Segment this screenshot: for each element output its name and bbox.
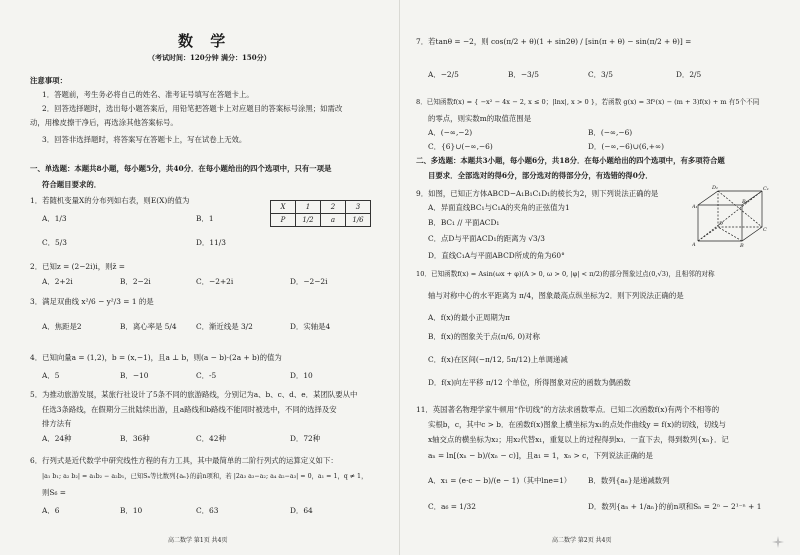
q7-option-b: B．−3/5: [508, 70, 539, 79]
q9-option-b: B．BC₁ // 平面ACD₁: [428, 218, 500, 227]
q10-option-d: D．f(x)向左平移 π/12 个单位，所得图象对应的函数为偶函数: [428, 378, 631, 387]
q8-option-c: C．{6}∪(−∞,−6): [428, 142, 493, 151]
q11-stem: aₙ = ln[(xₙ − b)/(xₙ − c)]，且a₁ = 1，xₙ > c，下列说法正确的是: [428, 451, 653, 460]
notice-line: 动，用橡皮擦干净后，再选涂其他答案标号。: [30, 118, 178, 127]
q7-option-c: C．3/5: [588, 70, 613, 79]
table-cell: 2: [321, 201, 346, 214]
q8-stem: 的零点，则实数m的取值范围是: [428, 114, 532, 123]
exam-title: 数 学: [178, 32, 232, 50]
vertex-label: A₁: [692, 204, 698, 210]
q11-stem: x轴交点的横坐标为x₂；用x₂代替x₁，重复以上的过程得到x₃．一直下去，得到数列{xₙ}．记: [428, 435, 729, 444]
table-row: [271, 214, 371, 227]
q11-stem: 11．英国著名物理学家牛顿用“作切线”的方法求函数零点．已知二次函数f(x)有两个不相等的: [416, 405, 720, 414]
cube-figure: [692, 183, 770, 247]
table-cell: a: [321, 214, 346, 227]
q3-option-d: D．实轴是4: [290, 322, 331, 331]
q11-option-a: A．x₁ = (e·c − b)/(e − 1)（其中lne=1）: [428, 476, 572, 485]
q6-stem: 则S₆ =: [42, 488, 66, 497]
vertex-label: D₁: [712, 185, 719, 191]
exam-subtitle: （考试时间：120分钟 满分：150分）: [148, 53, 271, 62]
notice-line: 3．回答非选择题时，将答案写在答题卡上，写在试卷上无效。: [42, 135, 247, 144]
q9-stem: 9．如图，已知正方体ABCD−A₁B₁C₁D₁的棱长为2，则下列说法正确的是: [416, 189, 659, 198]
vertex-label: B: [740, 243, 744, 247]
q7-stem: 7．若tanθ = −2，则 cos(π/2 + θ)(1 + sin2θ) / [sin(π + θ) − sin(π/2 + θ)] =: [416, 37, 692, 46]
section1-heading: 符合题目要求的．: [42, 180, 102, 189]
page-footer: 高二数学 第2页 共4页: [552, 537, 612, 544]
q4-option-d: D．10: [290, 371, 313, 380]
q7-option-a: A．−2/5: [428, 70, 459, 79]
q8-option-d: D．(−∞,−6)∪(6,+∞): [588, 142, 665, 151]
q9-option-c: C．点D与平面ACD₁的距离为 √3/3: [428, 234, 545, 243]
q7-option-d: D．2/5: [676, 70, 702, 79]
table-cell: 1/6: [346, 214, 371, 227]
q9-option-a: A．异面直线BC₁与C₁A的夹角的正弦值为1: [428, 203, 570, 212]
exam-page-2: [400, 0, 800, 555]
table-cell: 1/2: [296, 214, 321, 227]
q5-option-c: C．42种: [196, 434, 226, 443]
q5-stem: 5．为推动旅游发展，某旅行社设计了5条不同的旅游路线，分别记为a、b、c、d、e．某团队要从中: [30, 390, 358, 399]
table-cell: 1: [296, 201, 321, 214]
q5-option-b: B．36种: [120, 434, 150, 443]
q10-option-c: C．f(x)在区间(−π/12, 5π/12)上单调递减: [428, 355, 568, 364]
q4-option-c: C．-5: [196, 371, 217, 380]
q10-stem: 10．已知函数f(x) = Asin(ωx + φ)(A > 0, ω > 0, |φ| < π/2)的部分图象过点(0,√3)，且相邻的对称: [416, 270, 715, 278]
cube-diagonal: [718, 191, 762, 227]
q3-option-a: A．焦距是2: [42, 322, 82, 331]
distribution-table: [270, 200, 371, 227]
q5-option-a: A．24种: [42, 434, 72, 443]
section2-heading: 目要求．全部选对的得6分，部分选对的得部分分，有选错的得0分．: [428, 171, 653, 180]
cube-diagonal: [718, 227, 742, 241]
q5-option-d: D．72种: [290, 434, 321, 443]
q2-option-c: C．−2+2i: [196, 277, 234, 286]
q5-stem: 排方法有: [42, 419, 72, 428]
table-cell: 3: [346, 201, 371, 214]
q9-option-d: D．直线C₁A与平面ABCD所成的角为60°: [428, 251, 565, 260]
q1-option-c: C．5/3: [42, 238, 67, 247]
table-cell: P: [271, 214, 296, 227]
q11-option-d: D．数列{aₙ + 1/aₙ}的前n项和Sₙ = 2ⁿ − 2¹⁻ⁿ + 1: [588, 502, 762, 511]
q4-option-a: A．5: [42, 371, 60, 380]
notice-line: 2．回答选择题时，选出每小题答案后，用铅笔把答题卡上对应题目的答案标号涂黑；如需改: [42, 104, 343, 113]
q2-option-a: A．2+2i: [42, 277, 73, 286]
q11-option-c: C．a₆ = 1/32: [428, 502, 476, 511]
q3-option-c: C．渐近线是 3/2: [196, 322, 253, 331]
q1-option-a: A．1/3: [42, 214, 67, 223]
sparkle-icon: [772, 536, 784, 548]
vertex-label: A: [692, 242, 696, 247]
page-footer: 高二数学 第1页 共4页: [168, 537, 228, 544]
q1-option-d: D．11/3: [196, 238, 226, 247]
q10-option-b: B．f(x)的图象关于点(π/6, 0)对称: [428, 332, 540, 341]
q3-stem: 3．满足双曲线 x²/6 − y²/3 = 1 的是: [30, 297, 154, 306]
q1-stem: 1．若随机变量X的分布列如右表，则E(X)的值为: [30, 196, 190, 205]
q2-option-d: D．−2−2i: [290, 277, 328, 286]
q2-stem: 2．已知z = (2−2i)i，则z̄ =: [30, 262, 125, 271]
q8-option-a: A．(−∞,−2): [428, 128, 473, 137]
section2-heading: 二、多选题：本题共3小题，每小题6分，共18分．在每小题给出的四个选项中，有多项符合题: [416, 156, 725, 165]
q6-stem: |a₁ b₁; a₂ b₂| = a₁b₂ − a₂b₁，已知Sₙ等比数列{aₙ}的前n项和，若 |2a₃ a₃−a₂; a₄ a₂−a₃| = 0，a₁ = 1，q ≠ 1，: [42, 473, 368, 480]
vertex-label: C: [763, 227, 767, 233]
q2-option-b: B．2−2i: [120, 277, 151, 286]
vertex-label: C₁: [763, 186, 769, 192]
notice-line: 1．答题前，考生务必将自己的姓名、准考证号填写在答题卡上。: [42, 90, 254, 99]
vertex-label: B₁: [742, 199, 748, 205]
q11-option-b: B．数列{aₙ}是递减数列: [588, 476, 670, 485]
q3-option-b: B．离心率是 5/4: [120, 322, 177, 331]
q8-stem: 8．已知函数f(x) = { −x² − 4x − 2, x ≤ 0；|lnx|, x > 0 }，若函数 g(x) = 3f²(x) − (m + 3)f(x) + m 有5个不同: [416, 98, 760, 106]
q10-option-a: A．f(x)的最小正周期为π: [428, 313, 510, 322]
q6-option-d: D．64: [290, 506, 313, 515]
section1-heading: 一、单选题：本题共8小题，每小题5分，共40分．在每小题给出的四个选项中，只有一项是: [30, 164, 332, 173]
table-cell: X: [271, 201, 296, 214]
q5-stem: 任选3条路线，在假期分三批陆续出游，且a路线和b路线不能同时被选中，不同的选择及安: [42, 405, 337, 414]
q1-option-b: B．1: [196, 214, 214, 223]
vertex-label: D: [719, 221, 724, 227]
q6-option-b: B．10: [120, 506, 143, 515]
q6-option-a: A．6: [42, 506, 60, 515]
table-row: [271, 201, 371, 214]
q4-stem: 4．已知向量a = (1,2)，b = (x,−1)，且a ⊥ b，则(a − b)·(2a + b)的值为: [30, 353, 282, 362]
q6-stem: 6．行列式是近代数学中研究线性方程的有力工具，其中最简单的二阶行列式的运算定义如下：: [30, 456, 338, 465]
q11-stem: 实根b，c，其中c > b．在函数f(x)图象上横坐标为x₁的点处作曲线y = f(x)的切线，切线与: [428, 420, 726, 429]
notice-heading: 注意事项：: [30, 76, 67, 85]
q6-option-c: C．63: [196, 506, 219, 515]
q8-option-b: B．(−∞,−6): [588, 128, 633, 137]
q4-option-b: B．−10: [120, 371, 149, 380]
q10-stem: 轴与对称中心的水平距离为 π/4，图象最高点纵坐标为2．则下列说法正确的是: [428, 291, 684, 300]
